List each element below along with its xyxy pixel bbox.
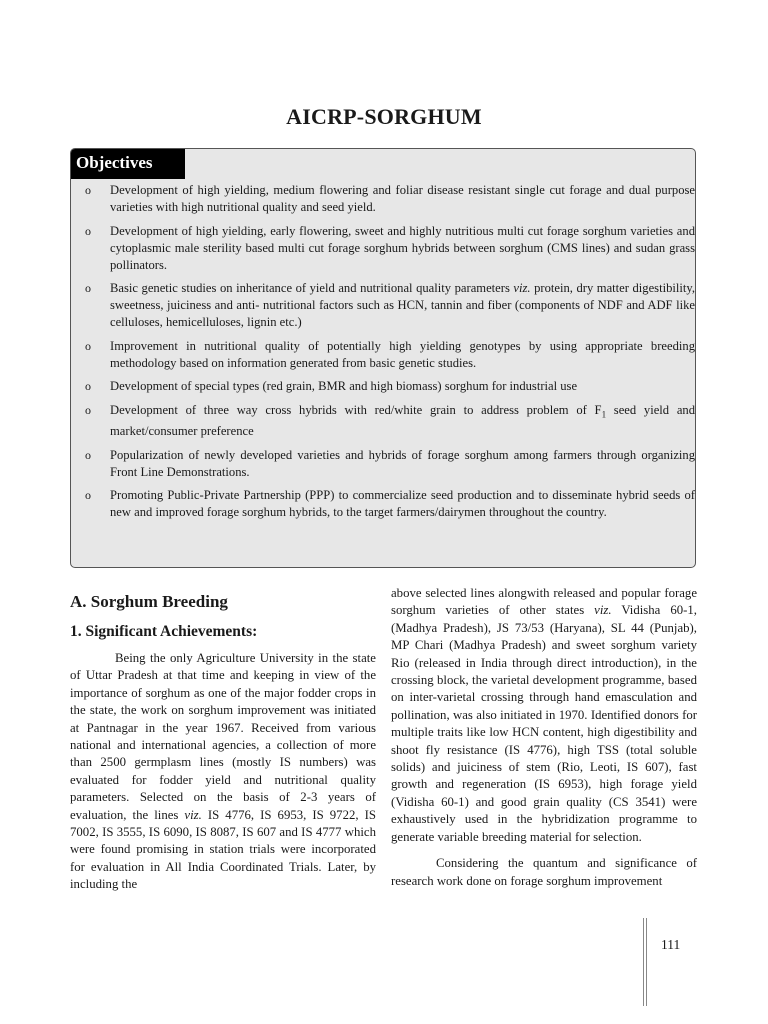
objectives-header: Objectives <box>71 149 185 179</box>
objective-item: o Basic genetic studies on inheritance of yield and nutritional quality parameters viz. protein, dry matter digestibility, sweetness, juiciness and anti- nutritional factors such as HCN, tannin and fiber (components of NDF and ADF like celluloses, hemicelluloses, lignin etc.) <box>85 281 696 329</box>
subsection-heading: 1. Significant Achievements: <box>70 623 258 640</box>
section-heading: A. Sorghum Breeding <box>70 592 228 611</box>
right-column <box>391 585 697 890</box>
objective-item: o Development of high yielding, early flowering, sweet and highly nutritious multi cut forage sorghum varieties and cytoplasmic male sterility based multi cut forage sorghum hybrids between sorghum (CMS lines) and sudan grass pollinators. <box>85 223 695 272</box>
objective-item: o Promoting Public-Private Partnership (PPP) to commercialize seed production and to disseminate hybrid seeds of new and improved forage sorghum hybrids, to the target farmers/dairymen throughout the country. <box>85 488 695 520</box>
bullet-icon: o <box>85 223 91 238</box>
objectives-list <box>71 182 695 528</box>
page-title: AICRP-SORGHUM <box>286 104 482 129</box>
bullet-icon: o <box>85 379 91 393</box>
body-paragraph: Considering the quantum and significance of research work done on forage sorghum improvement <box>391 856 697 888</box>
page-number: 111 <box>661 937 681 952</box>
left-column <box>70 586 376 894</box>
objective-item: o Development of special types (red grain, BMR and high biomass) sorghum for industrial use <box>85 379 578 393</box>
objective-item: o Development of three way cross hybrids with red/white grain to address problem of $F_1$ seed yield and market/consumer preference <box>85 402 696 439</box>
objective-item: o Development of high yielding, medium flowering and foliar disease resistant single cut forage and dual purpose varieties with high nutritional quality and seed yield. <box>85 183 695 214</box>
bullet-icon: o <box>85 338 91 353</box>
page-margin-rule <box>643 918 647 1006</box>
objectives-box <box>70 148 696 568</box>
bullet-icon: o <box>85 183 91 197</box>
bullet-icon: o <box>85 488 91 503</box>
bullet-icon: o <box>85 281 91 295</box>
objective-item: o Popularization of newly developed varieties and hybrids of forage sorghum among farmers through organizing Front Line Demonstrations. <box>85 447 695 479</box>
bullet-icon: o <box>85 447 91 462</box>
body-paragraph: Being the only Agriculture University in the state of Uttar Pradesh at that time and keeping in view of the importance of sorghum as one of the major fodder crops in the state, the work on sorghum improvement was initiated at Pantnagar in the year 1967. Received from various national and international agencies, a collection of more than 2500 germplasm lines (mostly IS numbers) was evaluated for fodder yield and nutritional quality parameters. Selected on the basis of 2-3 years of evaluation, the lines viz. IS 4776, IS 6953, IS 9722, IS 7002, IS 3555, IS 6090, IS 8087, IS 607 and IS 4777 which were found promising in station trials were incorporated for evaluation in All India Coordinated Trials. Later, by including the <box>70 651 376 892</box>
bullet-icon: o <box>85 402 91 417</box>
body-paragraph-continued: above selected lines alongwith released and popular forage sorghum varieties of other states viz. Vidisha 60-1, (Madhya Pradesh), JS 73/53 (Haryana), SL 44 (Punjab), MP Chari (Madhya Pradesh) and sweet sorghum variety Rio (released in India through direct introduction), in the crossing block, the varietal development programme, based on inter-varietal crossing through hand emasculation and pollination, was also initiated in 1970. Identified donors for multiple traits like low HCN content, high digestibility and shoot fly resistance (IS 4776), high TSS (total soluble solids) and juiciness of stem (Rio, Leoti, IS 607), fast growth and regeneration (IS 6953), high forage yield (Vidisha 60-1) and good grain quality (CS 3541) were exhaustively used in the hybridization programme to generate variable breeding material for selection. <box>391 586 697 844</box>
objective-item: o Improvement in nutritional quality of potentially high yielding genotypes by using appropriate breeding methodology based on information generated from basic genetic studies. <box>85 338 695 370</box>
